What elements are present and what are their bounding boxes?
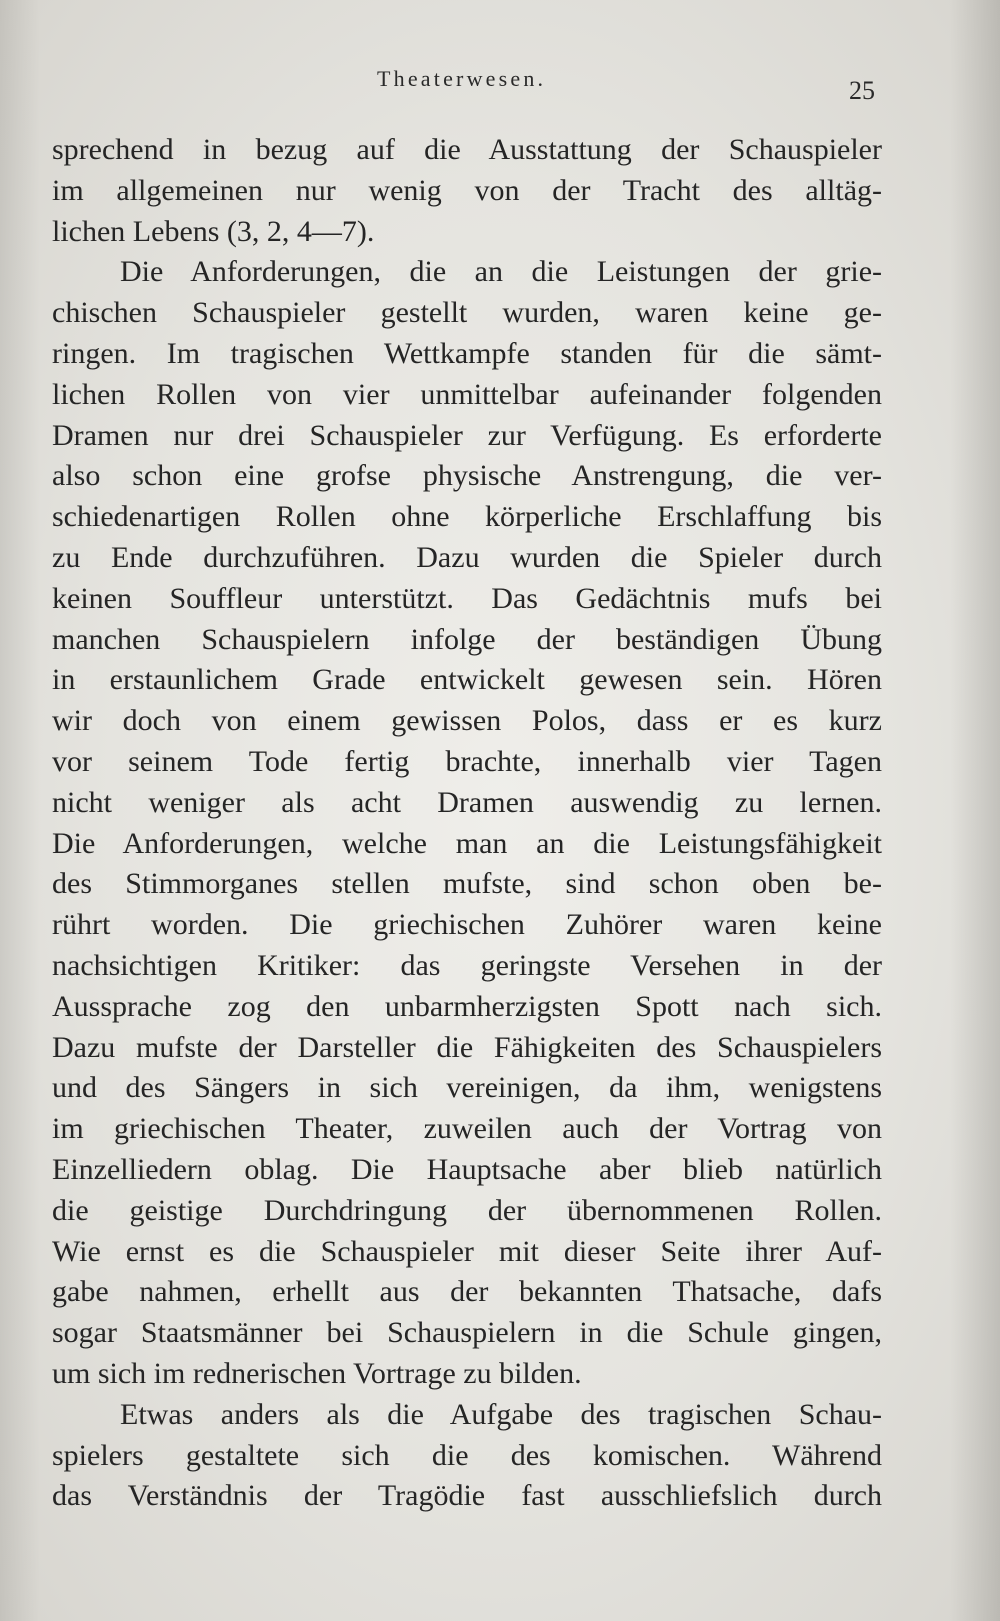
text-line: sogar Staatsmänner bei Schauspielern in die Schule gingen,	[52, 1316, 882, 1350]
text-line: die geistige Durchdringung der übernommenen Rollen.	[52, 1193, 882, 1227]
text-line: des Stimmorganes stellen mufste, sind schon oben be-	[52, 867, 882, 901]
text-line: vor seinem Tode fertig brachte, innerhalb vier Tagen	[52, 744, 882, 778]
text-line: das Verständnis der Tragödie fast ausschliefslich durch	[52, 1479, 882, 1513]
text-line: also schon eine grofse physische Anstrengung, die ver-	[52, 459, 882, 493]
text-line: nachsichtigen Kritiker: das geringste Versehen in der	[52, 948, 882, 982]
text-line: Die Anforderungen, welche man an die Leistungsfähigkeit	[52, 826, 882, 860]
running-title: Theaterwesen.	[377, 66, 547, 91]
text-line: in erstaunlichem Grade entwickelt gewesen sein. Hören	[52, 663, 882, 697]
text-line: zu Ende durchzuführen. Dazu wurden die Spieler durch	[52, 540, 882, 574]
text-line: chischen Schauspieler gestellt wurden, waren keine ge-	[52, 296, 882, 330]
text-line: Dramen nur drei Schauspieler zur Verfügung. Es erforderte	[52, 418, 882, 452]
text-line: rührt worden. Die griechischen Zuhörer waren keine	[52, 908, 882, 942]
text-line: Wie ernst es die Schauspieler mit dieser Seite ihrer Auf-	[52, 1234, 882, 1268]
text-line: nicht weniger als acht Dramen auswendig zu lernen.	[52, 785, 882, 819]
body-text	[52, 130, 882, 1517]
text-line: und des Sängers in sich vereinigen, da ihm, wenigstens	[52, 1071, 882, 1105]
text-line: keinen Souffleur unterstützt. Das Gedächtnis mufs bei	[52, 581, 882, 615]
text-line: um sich im rednerischen Vortrage zu bilden.	[52, 1356, 582, 1390]
text-line: im griechischen Theater, zuweilen auch der Vortrag von	[52, 1112, 882, 1146]
text-line: gabe nahmen, erhellt aus der bekannten Thatsache, dafs	[52, 1275, 882, 1309]
text-line: Einzelliedern oblag. Die Hauptsache aber blieb natürlich	[52, 1152, 882, 1186]
text-line: ringen. Im tragischen Wettkampfe standen für die sämt-	[52, 336, 882, 370]
text-line: Dazu mufste der Darsteller die Fähigkeiten des Schauspielers	[52, 1030, 882, 1064]
text-line: sprechend in bezug auf die Ausstattung der Schauspieler	[52, 133, 882, 166]
text-line: lichen Rollen von vier unmittelbar aufeinander folgenden	[52, 377, 882, 411]
text-line: Aussprache zog den unbarmherzigsten Spott nach sich.	[52, 989, 882, 1023]
text-line: Etwas anders als die Aufgabe des tragischen Schau-	[120, 1397, 882, 1431]
text-line: lichen Lebens (3, 2, 4—7).	[52, 214, 375, 248]
text-line: im allgemeinen nur wenig von der Tracht des alltäg-	[52, 173, 882, 207]
text-line: manchen Schauspielern infolge der beständigen Übung	[52, 622, 882, 656]
text-line: schiedenartigen Rollen ohne körperliche Erschlaffung bis	[52, 500, 882, 534]
page-number: 25	[849, 76, 875, 105]
text-line: wir doch von einem gewissen Polos, dass er es kurz	[52, 704, 882, 738]
text-line: spielers gestaltete sich die des komischen. Während	[52, 1438, 882, 1472]
text-line: Die Anforderungen, die an die Leistungen der grie-	[120, 255, 882, 289]
